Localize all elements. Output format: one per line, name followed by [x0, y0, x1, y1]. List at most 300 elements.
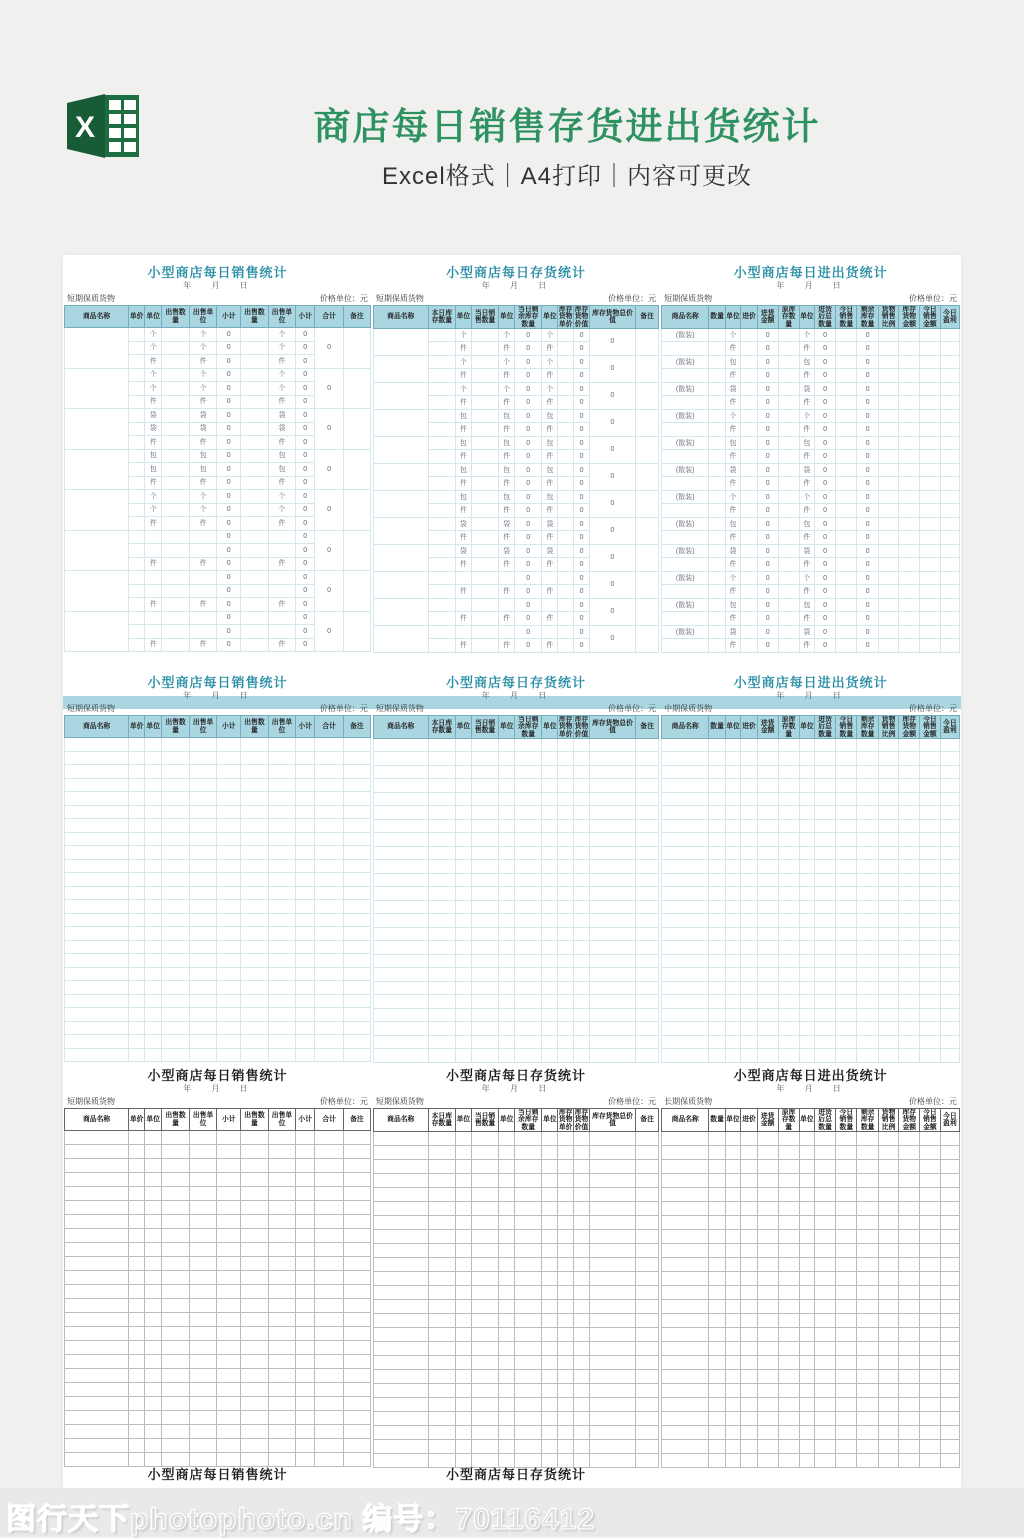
- empty-cell: [574, 1383, 590, 1397]
- empty-cell: [836, 941, 857, 955]
- empty-cell: [709, 995, 726, 1009]
- price-cell: [741, 369, 758, 383]
- remark-cell: [636, 517, 659, 544]
- unit-cell: 件: [725, 585, 740, 599]
- table-row: [662, 968, 960, 982]
- price-unit-label: 价格单位：元: [908, 1097, 957, 1106]
- unit-cell: 包: [725, 598, 740, 612]
- empty-cell: [145, 1341, 162, 1355]
- empty-cell: [574, 968, 590, 982]
- empty-cell: [878, 1425, 899, 1439]
- empty-cell: [662, 1369, 709, 1383]
- total-value-cell: 0: [589, 625, 635, 652]
- empty-cell: [65, 1159, 129, 1173]
- table-row: [662, 477, 960, 491]
- unit-cell: [456, 598, 472, 612]
- empty-cell: [920, 752, 941, 766]
- empty-cell: [920, 833, 941, 847]
- empty-cell: [899, 1425, 920, 1439]
- empty-cell: [471, 981, 498, 995]
- empty-cell: [373, 792, 428, 806]
- unit-price-cell: [558, 450, 574, 464]
- empty-cell: [296, 859, 315, 873]
- page-header: [0, 0, 1024, 255]
- empty-cell: [709, 819, 726, 833]
- empty-cell: [456, 1369, 472, 1383]
- empty-cell: [456, 1257, 472, 1271]
- empty-cell: [899, 927, 920, 941]
- unit-cell: 件: [456, 450, 472, 464]
- empty-cell: [296, 927, 315, 941]
- empty-cell: [456, 1313, 472, 1327]
- unit-price-cell: [558, 409, 574, 423]
- table-row: [373, 887, 658, 901]
- qty-cell: [428, 625, 455, 639]
- data-table-inout: [661, 1108, 960, 1468]
- total-qty-cell: 0: [814, 558, 835, 572]
- table-title: 小型商店每日存货统计: [446, 1467, 587, 1482]
- empty-cell: [709, 1243, 726, 1257]
- unit-cell: 件: [145, 557, 162, 571]
- empty-cell: [778, 1383, 799, 1397]
- empty-cell: [296, 1341, 315, 1355]
- empty-cell: [162, 1313, 190, 1327]
- total-qty-cell: 0: [814, 477, 835, 491]
- empty-cell: [471, 1411, 498, 1425]
- subtotal-cell: 0: [217, 341, 241, 355]
- empty-cell: [65, 778, 129, 792]
- table-row: [662, 1411, 960, 1425]
- empty-cell: [725, 1243, 740, 1257]
- empty-cell: [241, 751, 269, 765]
- empty-cell: [741, 1369, 758, 1383]
- empty-cell: [315, 765, 344, 779]
- column-header: 原库存数量: [778, 306, 799, 329]
- empty-cell: [778, 1243, 799, 1257]
- empty-cell: [65, 940, 129, 954]
- unit-price-cell: [129, 638, 145, 652]
- empty-cell: [515, 792, 542, 806]
- product-name-cell: [373, 355, 428, 382]
- qty-cell: [709, 571, 726, 585]
- shelf-label: 短期保质货物: [664, 294, 713, 303]
- column-header: 本日库存数量: [428, 716, 455, 739]
- empty-cell: [636, 1201, 659, 1215]
- table-row: [65, 792, 371, 806]
- qty-cell: [709, 477, 726, 491]
- remaining-cell: 0: [515, 450, 542, 464]
- empty-cell: [428, 995, 455, 1009]
- empty-cell: [268, 1159, 296, 1173]
- empty-cell: [456, 1145, 472, 1159]
- total-qty-cell: 0: [814, 369, 835, 383]
- empty-cell: [725, 995, 740, 1009]
- empty-cell: [65, 859, 129, 873]
- qty-cell: [162, 638, 190, 652]
- remaining-cell: 0: [515, 558, 542, 572]
- table-row: [65, 1035, 371, 1049]
- total-cell: 0: [315, 409, 344, 450]
- empty-cell: [162, 1131, 190, 1145]
- empty-cell: [899, 981, 920, 995]
- empty-cell: [471, 1215, 498, 1229]
- empty-cell: [456, 1383, 472, 1397]
- table-row: [373, 900, 658, 914]
- empty-cell: [343, 1035, 370, 1049]
- empty-cell: [189, 1229, 217, 1243]
- table-row: [662, 1369, 960, 1383]
- empty-cell: [65, 981, 129, 995]
- empty-cell: [515, 1215, 542, 1229]
- empty-cell: [662, 941, 709, 955]
- profit-cell: [940, 423, 959, 437]
- empty-cell: [471, 1035, 498, 1049]
- empty-cell: [456, 914, 472, 928]
- table-row: [373, 1022, 658, 1036]
- qty-cell: [778, 382, 799, 396]
- column-header: 商品名称: [662, 1109, 709, 1132]
- empty-cell: [757, 1257, 778, 1271]
- remark-cell: [343, 490, 370, 531]
- qty-cell: [778, 571, 799, 585]
- amount-cell: [920, 517, 941, 531]
- unit-cell: 包: [799, 355, 814, 369]
- empty-cell: [456, 1022, 472, 1036]
- empty-cell: [741, 995, 758, 1009]
- empty-cell: [589, 1257, 635, 1271]
- unit-cell: 件: [145, 598, 162, 612]
- empty-cell: [542, 765, 558, 779]
- empty-cell: [589, 819, 635, 833]
- empty-cell: [920, 1327, 941, 1341]
- ratio-cell: [878, 409, 899, 423]
- unit-price-cell: [129, 611, 145, 625]
- empty-cell: [709, 833, 726, 847]
- subtotal-cell: 0: [217, 584, 241, 598]
- empty-cell: [574, 1327, 590, 1341]
- empty-cell: [741, 1215, 758, 1229]
- empty-cell: [878, 806, 899, 820]
- table-row: [373, 409, 658, 423]
- empty-cell: [373, 873, 428, 887]
- empty-cell: [899, 1243, 920, 1257]
- empty-cell: [741, 1397, 758, 1411]
- subtotal-cell: 0: [217, 625, 241, 639]
- price-unit-label: 价格单位：元: [319, 294, 368, 303]
- empty-cell: [857, 752, 878, 766]
- empty-cell: [373, 1327, 428, 1341]
- empty-cell: [515, 954, 542, 968]
- empty-cell: [899, 1355, 920, 1369]
- empty-cell: [857, 1215, 878, 1229]
- empty-cell: [542, 1159, 558, 1173]
- unit-cell: 个: [189, 490, 217, 504]
- empty-cell: [471, 779, 498, 793]
- empty-cell: [558, 887, 574, 901]
- empty-cell: [241, 886, 269, 900]
- empty-cell: [315, 832, 344, 846]
- unit-cell: 件: [145, 355, 162, 369]
- total-qty-cell: 0: [814, 531, 835, 545]
- empty-cell: [499, 1341, 515, 1355]
- empty-cell: [542, 900, 558, 914]
- column-header: 合计: [315, 306, 344, 328]
- price-cell: [741, 504, 758, 518]
- amount-cell: 0: [757, 463, 778, 477]
- unit-cell: 个: [189, 328, 217, 342]
- unit-price-cell: [558, 612, 574, 626]
- empty-cell: [145, 967, 162, 981]
- column-header: 原库存数量: [778, 716, 799, 739]
- empty-cell: [836, 860, 857, 874]
- label-row: [661, 703, 960, 715]
- table-row: [373, 1243, 658, 1257]
- empty-cell: [741, 833, 758, 847]
- table-block-sales: [63, 665, 372, 1062]
- unit-price-cell: [558, 517, 574, 531]
- table-row: [373, 517, 658, 531]
- price-cell: [741, 571, 758, 585]
- unit-cell: 袋: [499, 517, 515, 531]
- total-value-cell: 0: [589, 571, 635, 598]
- empty-cell: [145, 1383, 162, 1397]
- remaining-cell: 0: [515, 625, 542, 639]
- empty-cell: [878, 765, 899, 779]
- empty-cell: [920, 914, 941, 928]
- value-cell: 0: [574, 544, 590, 558]
- empty-cell: [542, 1215, 558, 1229]
- empty-cell: [343, 1008, 370, 1022]
- empty-cell: [940, 1355, 959, 1369]
- empty-cell: [709, 1425, 726, 1439]
- empty-cell: [757, 1201, 778, 1215]
- empty-cell: [373, 1355, 428, 1369]
- column-header: 出售数量: [241, 306, 269, 328]
- remaining-cell: 0: [857, 477, 878, 491]
- empty-cell: [899, 1229, 920, 1243]
- empty-cell: [373, 887, 428, 901]
- empty-cell: [814, 1201, 835, 1215]
- price-cell: [741, 477, 758, 491]
- empty-cell: [589, 1313, 635, 1327]
- unit-cell: 件: [799, 423, 814, 437]
- price-cell: [741, 450, 758, 464]
- empty-cell: [589, 1369, 635, 1383]
- empty-cell: [542, 819, 558, 833]
- empty-cell: [558, 1008, 574, 1022]
- empty-cell: [558, 860, 574, 874]
- empty-cell: [315, 994, 344, 1008]
- empty-cell: [268, 1201, 296, 1215]
- empty-cell: [145, 832, 162, 846]
- column-header: 出售数量: [162, 1109, 190, 1131]
- empty-cell: [636, 806, 659, 820]
- empty-cell: [814, 860, 835, 874]
- empty-cell: [878, 941, 899, 955]
- empty-cell: [940, 1145, 959, 1159]
- empty-cell: [662, 765, 709, 779]
- value-cell: 0: [574, 625, 590, 639]
- empty-cell: [778, 1215, 799, 1229]
- empty-cell: [456, 1425, 472, 1439]
- empty-cell: [636, 819, 659, 833]
- empty-cell: [162, 846, 190, 860]
- empty-cell: [217, 1201, 241, 1215]
- label-row: [373, 293, 659, 305]
- empty-cell: [574, 1022, 590, 1036]
- empty-cell: [542, 806, 558, 820]
- empty-cell: [268, 1327, 296, 1341]
- empty-cell: [456, 752, 472, 766]
- empty-cell: [920, 1035, 941, 1049]
- empty-cell: [296, 1008, 315, 1022]
- empty-cell: [709, 900, 726, 914]
- unit-cell: 个: [542, 355, 558, 369]
- amount-cell: [899, 328, 920, 342]
- amount-cell: [899, 342, 920, 356]
- empty-cell: [940, 927, 959, 941]
- table-row: [373, 873, 658, 887]
- qty-cell: [778, 477, 799, 491]
- empty-cell: [636, 1257, 659, 1271]
- empty-cell: [373, 1022, 428, 1036]
- data-table-inventory: [373, 1108, 659, 1468]
- header-row: [65, 1109, 371, 1131]
- empty-cell: [814, 900, 835, 914]
- empty-cell: [799, 846, 814, 860]
- table-row: [373, 1383, 658, 1397]
- unit-cell: 个: [145, 368, 162, 382]
- table-row: [662, 1341, 960, 1355]
- empty-cell: [296, 1271, 315, 1285]
- qty-cell: [836, 639, 857, 653]
- empty-cell: [725, 833, 740, 847]
- total-value-cell: 0: [589, 355, 635, 382]
- table-row: [373, 625, 658, 639]
- column-header: 出售单位: [189, 716, 217, 738]
- qty-cell: [836, 558, 857, 572]
- empty-cell: [799, 900, 814, 914]
- empty-cell: [920, 1243, 941, 1257]
- empty-cell: [499, 1008, 515, 1022]
- empty-cell: [799, 887, 814, 901]
- empty-cell: [709, 1313, 726, 1327]
- column-header: 商品名称: [373, 306, 428, 329]
- empty-cell: [428, 1159, 455, 1173]
- remark-cell: [343, 611, 370, 652]
- empty-cell: [940, 1215, 959, 1229]
- table-row: [662, 981, 960, 995]
- empty-cell: [499, 995, 515, 1009]
- column-header: 进货后总数量: [814, 716, 835, 739]
- empty-cell: [499, 914, 515, 928]
- empty-cell: [636, 887, 659, 901]
- empty-cell: [574, 1341, 590, 1355]
- empty-cell: [799, 1383, 814, 1397]
- qty-cell: [428, 463, 455, 477]
- product-name-cell: (散装): [662, 409, 709, 423]
- empty-cell: [499, 941, 515, 955]
- empty-cell: [940, 1229, 959, 1243]
- qty-cell: [836, 423, 857, 437]
- unit-cell: 包: [145, 449, 162, 463]
- table-row: [65, 927, 371, 941]
- unit-cell: 包: [542, 409, 558, 423]
- table-row: [662, 598, 960, 612]
- empty-cell: [741, 1439, 758, 1453]
- table-row: [65, 1411, 371, 1425]
- empty-cell: [162, 1285, 190, 1299]
- empty-cell: [709, 752, 726, 766]
- empty-cell: [241, 1383, 269, 1397]
- unit-cell: 袋: [542, 517, 558, 531]
- empty-cell: [757, 738, 778, 752]
- unit-cell: 个: [268, 490, 296, 504]
- empty-cell: [799, 819, 814, 833]
- empty-cell: [268, 1173, 296, 1187]
- empty-cell: [709, 738, 726, 752]
- empty-cell: [65, 1397, 129, 1411]
- empty-cell: [899, 1215, 920, 1229]
- remark-cell: [636, 436, 659, 463]
- empty-cell: [662, 846, 709, 860]
- empty-cell: [542, 1201, 558, 1215]
- empty-cell: [456, 738, 472, 752]
- subtotal-cell: 0: [296, 530, 315, 544]
- qty-cell: [836, 544, 857, 558]
- empty-cell: [296, 994, 315, 1008]
- unit-cell: 件: [499, 477, 515, 491]
- amount-cell: [920, 544, 941, 558]
- empty-cell: [778, 833, 799, 847]
- product-name-cell: [662, 504, 709, 518]
- unit-cell: 个: [189, 341, 217, 355]
- empty-cell: [857, 806, 878, 820]
- column-header: 进货金额: [757, 306, 778, 329]
- empty-cell: [515, 887, 542, 901]
- empty-cell: [343, 873, 370, 887]
- column-header: 单位: [456, 1109, 472, 1132]
- empty-cell: [741, 1425, 758, 1439]
- empty-cell: [268, 778, 296, 792]
- empty-cell: [636, 1173, 659, 1187]
- unit-cell: [145, 530, 162, 544]
- empty-cell: [217, 1021, 241, 1035]
- empty-cell: [920, 819, 941, 833]
- empty-cell: [515, 1173, 542, 1187]
- table-row: [662, 779, 960, 793]
- table-block-inout: [660, 255, 961, 653]
- empty-cell: [296, 1229, 315, 1243]
- unit-cell: 袋: [725, 625, 740, 639]
- empty-cell: [662, 1425, 709, 1439]
- qty-cell: [778, 558, 799, 572]
- empty-cell: [343, 778, 370, 792]
- header-row: [373, 716, 658, 739]
- product-name-cell: [65, 328, 129, 369]
- empty-cell: [515, 873, 542, 887]
- remark-cell: [636, 382, 659, 409]
- empty-cell: [920, 1439, 941, 1453]
- qty-cell: [241, 395, 269, 409]
- empty-cell: [343, 1313, 370, 1327]
- unit-price-cell: [129, 463, 145, 477]
- empty-cell: [814, 995, 835, 1009]
- empty-cell: [725, 1022, 740, 1036]
- empty-cell: [145, 846, 162, 860]
- value-cell: 0: [574, 571, 590, 585]
- amount-cell: [920, 504, 941, 518]
